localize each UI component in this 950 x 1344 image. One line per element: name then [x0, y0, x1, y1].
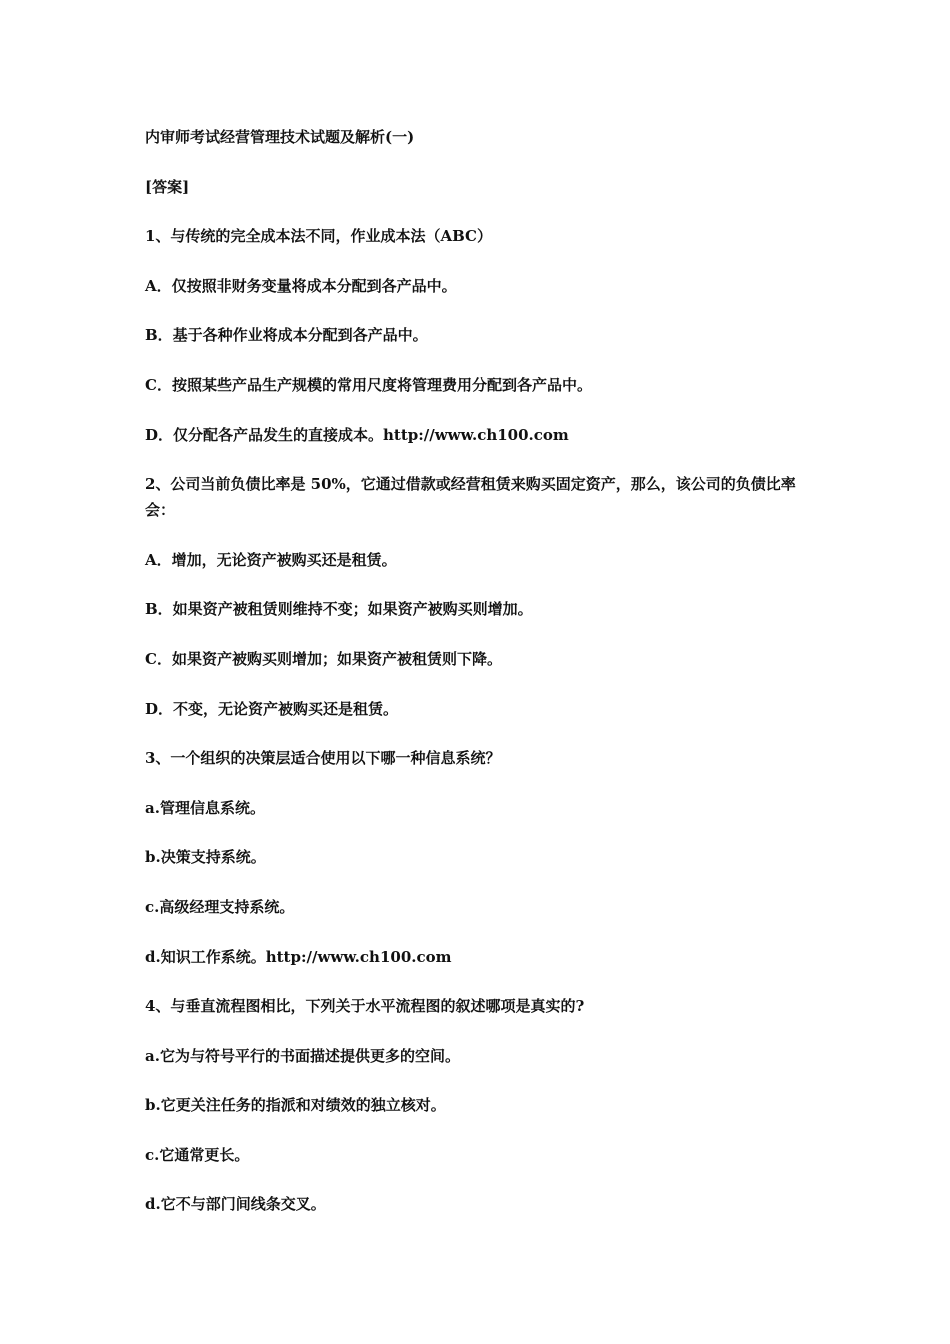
option-a: A．仅按照非财务变量将成本分配到各产品中。: [145, 276, 457, 295]
document-page: [145, 124, 815, 1241]
answer-label: [答案]: [145, 177, 190, 196]
question-stem: 2、公司当前负债比率是 50%，它通过借款或经营租赁来购买固定资产，那么，该公司的负债比率会：: [145, 475, 796, 520]
option-c: c.高级经理支持系统。: [145, 897, 295, 916]
option-d: D．不变，无论资产被购买还是租赁。: [145, 699, 399, 718]
question-2: [145, 471, 815, 721]
option-d: d.知识工作系统。http://www.ch100.com: [145, 947, 452, 966]
question-4: [145, 993, 815, 1217]
option-a: a.它为与符号平行的书面描述提供更多的空间。: [145, 1046, 460, 1065]
option-c: c.它通常更长。: [145, 1145, 250, 1164]
option-d: d.它不与部门间线条交叉。: [145, 1195, 326, 1214]
document-title: 内审师考试经营管理技术试题及解析(一): [145, 128, 415, 146]
question-1: [145, 223, 815, 447]
option-b: B．如果资产被租赁则维持不变；如果资产被购买则增加。: [145, 600, 533, 619]
option-b: B．基于各种作业将成本分配到各产品中。: [145, 326, 428, 345]
option-b: b.它更关注任务的指派和对绩效的独立核对。: [145, 1096, 446, 1115]
question-3: [145, 745, 815, 969]
option-a: a.管理信息系统。: [145, 798, 265, 817]
question-stem: 1、与传统的完全成本法不同，作业成本法（ABC）: [145, 227, 492, 246]
option-c: C．按照某些产品生产规模的常用尺度将管理费用分配到各产品中。: [145, 375, 592, 394]
option-c: C．如果资产被购买则增加；如果资产被租赁则下降。: [145, 649, 502, 668]
option-b: b.决策支持系统。: [145, 848, 266, 867]
question-stem: 3、一个组织的决策层适合使用以下哪一种信息系统？: [145, 749, 501, 768]
option-a: A．增加，无论资产被购买还是租赁。: [145, 550, 397, 569]
option-d: D．仅分配各产品发生的直接成本。http://www.ch100.com: [145, 425, 569, 444]
question-stem: 4、与垂直流程图相比，下列关于水平流程图的叙述哪项是真实的?: [145, 997, 585, 1016]
